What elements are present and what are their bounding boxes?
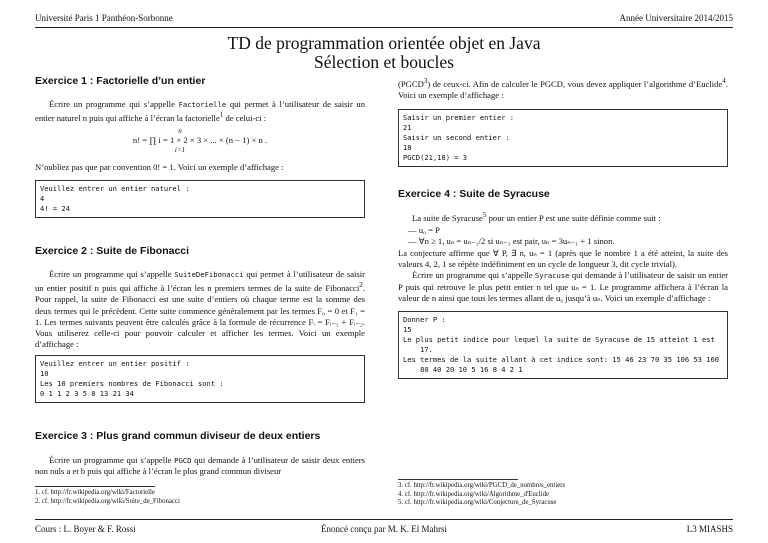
left-column [35, 76, 365, 477]
title-line1: TD de programmation orientée objet en Java [227, 33, 541, 53]
ex3-code: PGCD [174, 455, 192, 465]
ex2-console: Veuillez entrer un entier positif : 10 Les 10 premiers nombres de Fibonacci sont : 0 1 1 2 3 5 8 13 21 34 [35, 355, 365, 403]
formula-upper: n [178, 127, 182, 136]
footer-center: Énoncé conçu par M. K. El Mahrsi [321, 524, 447, 534]
ex4-instr-b: qui demande à l’utilisateur de saisir un entier P puis qui retrouve le plus petit entier n tel que uₙ = 1. Le programme affichera à l’écran la valeur de n ainsi que tous les termes allant de u₀ jusqu’à uₙ. Voici un exemple d’affichage : [398, 270, 729, 303]
ex4-text-a: La suite de Syracuse [412, 213, 483, 224]
ex4-instr-a: Écrire un programme qui s’appelle [412, 270, 535, 281]
ex1-text-c: de celui-ci : [223, 113, 267, 124]
ex4-code: Syracuse [534, 271, 570, 281]
ex3-console: Saisir un premier entier : 21 Saisir un second entier : 18 PGCD(21,18) = 3 [398, 109, 728, 167]
ex2-text-c: . Pour rappel, la suite de Fibonacci est une suite d’entiers où chaque terme est la somme des deux termes qui le précèdent. Cette suite commence généralement par les termes F₀ = 0 et F₁ = 1. Les termes suivants peuvent être calculés grâce à la formule de récurrence Fᵢ = Fᵢ₋₁ + Fᵢ₋₂. Vous utiliserez celle-ci pour pouvoir calculer et afficher les termes. Voici un exemple d’affichage : [35, 283, 365, 350]
ex3-text-a: Écrire un programme qui s’appelle [49, 454, 175, 465]
ex3-cont-b: ) de ceux-ci. Afin de calculer le PGCD, vous devez appliquer l’algorithme d’Euclide [427, 78, 723, 89]
ex3-footnote-ref: 3 [423, 77, 428, 85]
ex2-text-b: qui permet à l’utilisateur de saisir un entier positif n puis qui affiche à l’écran les n premiers termes de la suite de Fibonacci [35, 269, 365, 294]
ex4-item-1: — u₀ = P [408, 224, 440, 235]
footnote-rule-right [398, 479, 518, 480]
ex3-cont-c: . Voici un exemple d’affichage : [398, 78, 728, 101]
ex2-paragraph [35, 269, 365, 350]
ex1-note: N’oubliez pas que par convention 0! = 1. Voici un exemple d’affichage : [35, 161, 284, 172]
footnote-5: 5. cf. http://fr.wikipedia.org/wiki/Conjecture_de_Syracuse [398, 499, 557, 506]
ex4-paragraph [398, 210, 728, 224]
footnotes-right [398, 479, 728, 508]
ex3-heading: Exercice 3 : Plus grand commun diviseur de deux entiers [35, 430, 321, 443]
footnote-rule-left [35, 486, 155, 487]
ex4-text-b: pour un entier P est une suite définie comme suit : [486, 213, 661, 224]
formula-lower: i=1 [174, 145, 186, 154]
ex3-footnote-ref2: 4 [722, 77, 726, 85]
right-column [398, 76, 728, 379]
ex1-paragraph [35, 99, 365, 124]
footer-rule [35, 519, 733, 520]
title-line2: Sélection et boucles [314, 52, 454, 72]
ex1-text-b: qui permet à l’utilisateur de saisir un entier naturel n puis qui affiche à l’écran la factorielle [35, 99, 366, 124]
footnote-4: 4. cf. http://fr.wikipedia.org/wiki/Algorithme_d'Euclide [398, 490, 549, 498]
ex4-footnote-ref: 5 [482, 211, 487, 220]
formula-main: n! = ∏ i = 1 × 2 × 3 × ... × (n − 1) × n . [132, 135, 268, 146]
ex2-code: SuiteDeFibonacci [174, 270, 244, 280]
ex2-footnote-ref: 2 [359, 281, 363, 290]
ex4-heading: Exercice 4 : Suite de Syracuse [398, 188, 550, 201]
ex1-text-a: Écrire un programme qui s’appelle [49, 99, 179, 110]
ex1-formula [35, 128, 365, 153]
header-rule [35, 27, 733, 28]
footer-left: Cours : L. Boyer & F. Rossi [35, 524, 136, 534]
ex3-cont-a: (PGCD [398, 78, 424, 89]
header-right: Année Universitaire 2014/2015 [619, 13, 733, 23]
header-left: Université Paris 1 Panthéon-Sorbonne [35, 13, 173, 23]
ex4-conjecture: La conjecture affirme que ∀ P, ∃ n, uₙ = 1 (après que le nombre 1 a été atteint, la suite des valeurs 4, 2, 1 se répète indéfiniment en un cycle de longueur 3, dit cycle trivial). [398, 247, 728, 270]
ex1-heading: Exercice 1 : Factorielle d’un entier [35, 75, 206, 87]
footnote-3: 3. cf. http://fr.wikipedia.org/wiki/PGCD_de_nombres_entiers [398, 482, 566, 489]
footnote-2: 2. cf. http://fr.wikipedia.org/wiki/Suite_de_Fibonacci [35, 497, 180, 505]
ex4-item-2: — ∀n ≥ 1, uₙ = uₙ₋₁/2 si uₙ₋₁ est pair, uₙ = 3uₙ₋₁ + 1 sinon. [408, 235, 615, 246]
ex4-console: Donner P : 15 Le plus petit indice pour lequel la suite de Syracuse de 15 atteint 1 est 17. Les termes de la suite allant à cet indice sont: 15 46 23 70 35 106 53 160 80 40 20 10 5 16 8 4 2 1 [398, 311, 728, 379]
footnotes-left [35, 486, 365, 506]
footer-right: L3 MIASHS [686, 524, 733, 534]
ex3-text-b: qui demande à l’utilisateur de saisir deux entiers non nuls a et b puis qui affiche à l’écran le plus grand commun diviseur [35, 454, 366, 476]
ex1-footnote-ref: 1 [219, 111, 224, 120]
ex1-console: Veuillez entrer un entier naturel : 4 4! = 24 [35, 180, 365, 218]
ex2-text-a: Écrire un programme qui s’appelle [49, 269, 175, 280]
footnote-1: 1. cf. http://fr.wikipedia.org/wiki/Factorielle [35, 489, 155, 496]
ex3-paragraph [35, 455, 365, 477]
ex1-code: Factorielle [178, 100, 227, 110]
ex3-continuation [398, 76, 728, 101]
page-title [0, 34, 768, 72]
ex4-instructions [398, 270, 728, 304]
ex2-heading: Exercice 2 : Suite de Fibonacci [35, 244, 190, 257]
